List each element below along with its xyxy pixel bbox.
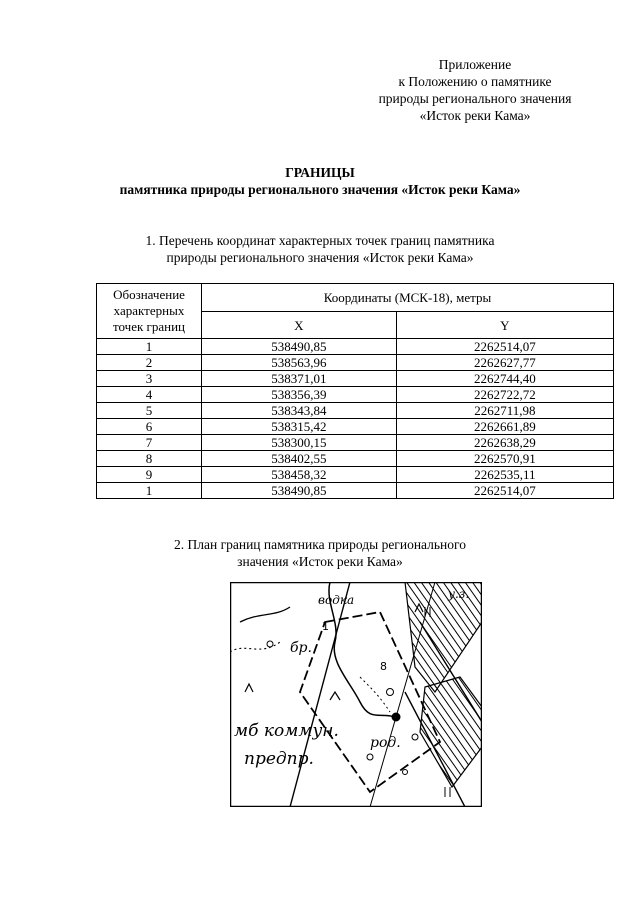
map-small-circle (387, 689, 394, 696)
title-line: ГРАНИЦЫ (285, 165, 355, 180)
section-2-line: значения «Исток реки Кама» (237, 554, 403, 569)
cell-point: 8 (97, 451, 202, 467)
boundary-plan-map (230, 582, 482, 807)
map-tree-symbol (245, 684, 253, 692)
cell-point: 1 (97, 483, 202, 499)
title-line: памятника природы регионального значения «Исток реки Кама» (119, 182, 521, 197)
section-2-heading (0, 536, 640, 570)
document-title (0, 164, 640, 198)
cell-y: 2262638,29 (396, 435, 613, 451)
map-label-br: бр. (290, 640, 312, 656)
appendix-line: Приложение (438, 57, 512, 72)
cell-x: 538563,96 (202, 355, 397, 371)
map-road-line (290, 582, 350, 807)
table-row (97, 339, 614, 355)
map-image (230, 582, 482, 807)
cell-y: 2262570,91 (396, 451, 613, 467)
cell-point: 9 (97, 467, 202, 483)
cell-point: 5 (97, 403, 202, 419)
header-point-designation (97, 284, 202, 339)
table-row (97, 435, 614, 451)
map-label-rod: род. (370, 735, 401, 751)
table-header-row (97, 284, 614, 312)
map-label-uz: у.з. (448, 587, 470, 601)
map-label-predpr: предпр. (244, 749, 314, 769)
cell-y: 2262661,89 (396, 419, 613, 435)
map-tree-symbol (330, 692, 340, 700)
appendix-line: к Положению о памятнике (398, 74, 552, 89)
cell-point: 2 (97, 355, 202, 371)
section-1-line: 1. Перечень координат характерных точек границ памятника (145, 233, 495, 248)
map-label-point-8: 8 (380, 660, 387, 673)
map-label-vodka: водка (318, 593, 355, 607)
map-hatched-top (405, 582, 482, 692)
cell-y: 2262711,98 (396, 403, 613, 419)
map-small-circle (412, 734, 418, 740)
cell-x: 538371,01 (202, 371, 397, 387)
cell-x: 538343,84 (202, 403, 397, 419)
cell-x: 538490,85 (202, 483, 397, 499)
table-row (97, 467, 614, 483)
table-row (97, 355, 614, 371)
table-row (97, 483, 614, 499)
map-label-mb: мб коммун. (234, 721, 339, 741)
cell-y: 2262744,40 (396, 371, 613, 387)
section-1-line: природы регионального значения «Исток реки Кама» (166, 250, 474, 265)
table-row (97, 371, 614, 387)
cell-y: 2262535,11 (396, 467, 613, 483)
coordinates-table (96, 283, 614, 499)
cell-x: 538300,15 (202, 435, 397, 451)
cell-point: 1 (97, 339, 202, 355)
table-row (97, 419, 614, 435)
cell-x: 538402,55 (202, 451, 397, 467)
header-desc-line: характерных (113, 303, 185, 318)
map-label-point-1: 1 (322, 620, 329, 633)
cell-x: 538458,32 (202, 467, 397, 483)
table-row (97, 451, 614, 467)
cell-x: 538356,39 (202, 387, 397, 403)
header-y: Y (396, 312, 613, 339)
header-coordinates: Координаты (МСК-18), метры (202, 284, 614, 312)
map-small-circle (267, 641, 273, 647)
table-row (97, 403, 614, 419)
header-desc-line: Обозначение (113, 287, 185, 302)
cell-x: 538490,85 (202, 339, 397, 355)
map-small-circle (403, 770, 408, 775)
cell-y: 2262627,77 (396, 355, 613, 371)
appendix-line: природы регионального значения (378, 91, 572, 106)
cell-x: 538315,42 (202, 419, 397, 435)
cell-y: 2262514,07 (396, 339, 613, 355)
map-stream (360, 677, 390, 712)
map-spring-marker (392, 713, 400, 721)
header-x: X (202, 312, 397, 339)
map-small-circle (367, 754, 373, 760)
map-stream (240, 607, 290, 622)
table-body (97, 339, 614, 499)
cell-point: 3 (97, 371, 202, 387)
map-hatch-tick (445, 787, 450, 797)
table-row (97, 387, 614, 403)
cell-point: 7 (97, 435, 202, 451)
cell-y: 2262514,07 (396, 483, 613, 499)
section-1-heading (0, 232, 640, 266)
map-hatched-right (420, 677, 482, 787)
cell-point: 6 (97, 419, 202, 435)
appendix-header (340, 56, 610, 124)
section-2-line: 2. План границ памятника природы регионального (174, 537, 466, 552)
appendix-line: «Исток реки Кама» (419, 108, 531, 123)
cell-point: 4 (97, 387, 202, 403)
header-desc-line: точек границ (112, 319, 186, 334)
cell-y: 2262722,72 (396, 387, 613, 403)
